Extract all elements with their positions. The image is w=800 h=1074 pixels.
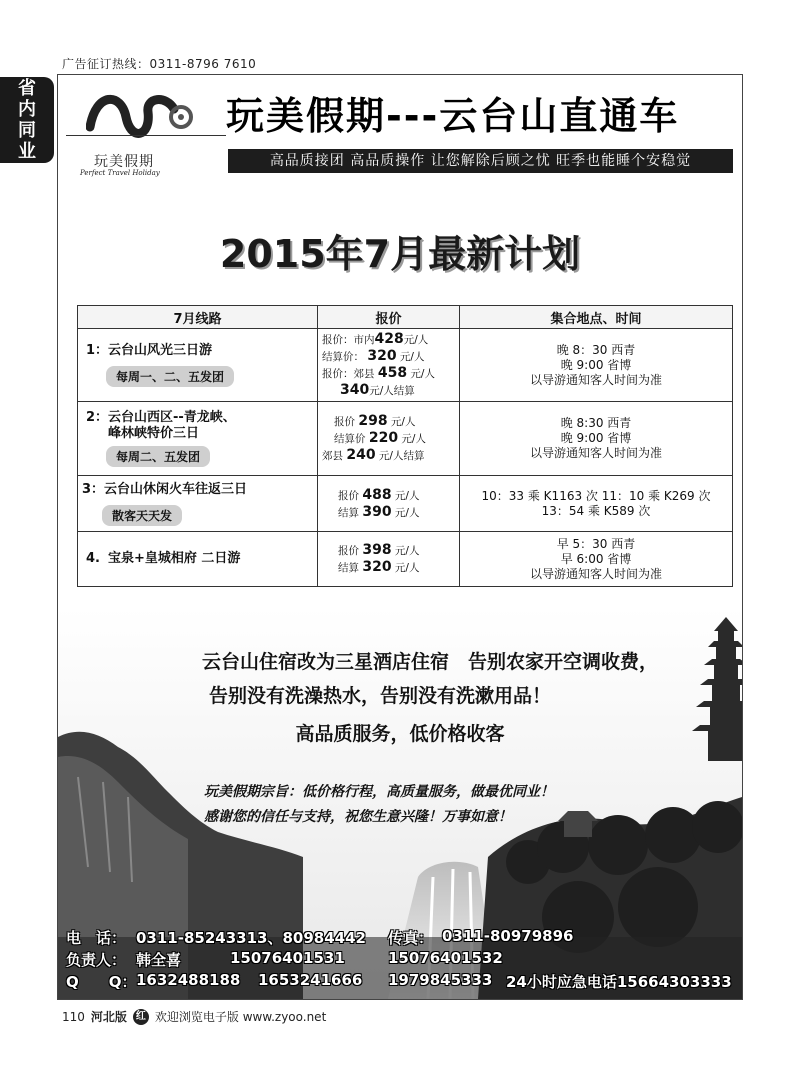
table-row — [78, 402, 733, 476]
plan-title-text: 2015年7月最新计划 — [219, 232, 581, 276]
route-number: 4. — [86, 551, 100, 566]
column-header: 集合地点、时间 — [460, 306, 733, 329]
edition-badge-icon: 红 — [133, 1009, 149, 1025]
promo-banner-line: 高品质服务，低价格收客 — [295, 723, 505, 745]
page-footer — [62, 1008, 326, 1025]
qq-number[interactable]: 1653241666 — [258, 971, 363, 989]
route-name-cont: 峰林峡特价三日 — [108, 426, 200, 441]
fax-number: 0311-80979896 — [442, 927, 574, 945]
price-line: 报价 398 元/人 — [338, 542, 420, 558]
emergency-phone[interactable]: 24小时应急电话15664303333 — [506, 973, 732, 991]
column-header: 7月线路 — [78, 306, 318, 329]
meeting-line: 10：33 乘 K1163 次 11：10 乘 K269 次 — [481, 488, 711, 503]
route-title: 云台山西区--青龙峡、 — [108, 410, 236, 425]
ad-frame — [57, 74, 743, 1000]
route-title: 云台山风光三日游 — [108, 343, 213, 358]
meeting-line: 晚 8：30 西青 — [556, 342, 636, 357]
mobile-number[interactable]: 15076401532 — [388, 949, 503, 967]
price-line: 郊县 240 元/人结算 — [322, 447, 425, 463]
route-name — [86, 551, 309, 567]
section-tab — [0, 77, 54, 163]
person-name: 韩全喜 — [136, 951, 182, 969]
logo-text-cn: 玩美假期 — [94, 154, 154, 170]
route-title: 宝泉+皇城相府 二日游 — [108, 551, 241, 566]
route-name — [82, 482, 309, 498]
price-line: 结算价： 320 元/人 — [322, 348, 425, 364]
price-line: 报价：市内428元/人 — [322, 331, 429, 347]
meeting-cell — [460, 402, 733, 476]
promo-banner-line: 告别没有洗澡热水，告别没有洗漱用品！ — [208, 685, 551, 707]
route-cell — [78, 402, 318, 476]
route-cell — [78, 476, 318, 532]
ad-header — [58, 75, 742, 195]
route-number: 1： — [86, 343, 109, 358]
meeting-line: 以导游通知客人时间为准 — [529, 566, 662, 581]
promo-banner-line: 云台山住宿改为三星酒店住宿 告别农家开空调收费， — [201, 651, 658, 673]
meeting-line: 晚 9:00 省博 — [560, 431, 632, 445]
company-motto: 玩美假期宗旨：低价格行程，高质量服务，做最优同业！ — [204, 784, 554, 800]
departure-badge: 每周二、五发团 — [106, 446, 210, 467]
phone-number[interactable]: 0311-85243313、80984442 — [136, 929, 366, 947]
logo-swirl-icon — [86, 87, 196, 147]
meeting-line: 以导游通知客人时间为准 — [529, 446, 662, 460]
section-tab-char: 内 — [18, 99, 36, 120]
table-row — [78, 476, 733, 532]
company-motto: 感谢您的信任与支持，祝您生意兴隆！万事如意！ — [204, 809, 512, 825]
price-line: 结算价 220 元/人 — [334, 430, 426, 446]
meeting-line: 晚 8:30 西青 — [560, 416, 632, 430]
meeting-line: 晚 9:00 省博 — [560, 357, 632, 372]
route-number: 2： — [86, 410, 109, 425]
price-line: 报价：郊县 458 元/人 — [322, 365, 435, 381]
page-number: 110 — [62, 1009, 85, 1024]
ad-title: 玩美假期---云台山直通车 — [226, 94, 680, 138]
meeting-line: 13：54 乘 K589 次 — [541, 503, 651, 518]
meeting-cell — [460, 329, 733, 402]
price-line: 报价 488 元/人 — [338, 486, 420, 503]
phone-label: 电 话： — [66, 929, 127, 947]
meeting-line: 早 5：30 西青 — [556, 536, 636, 551]
section-tab-char: 业 — [18, 141, 36, 162]
meeting-line: 早 6:00 省博 — [560, 551, 632, 566]
mobile-number[interactable]: 15076401531 — [230, 949, 345, 967]
route-table — [77, 305, 733, 587]
price-cell — [318, 329, 460, 402]
ad-slogan: 高品质接团 高品质操作 让您解除后顾之忧 旺季也能睡个安稳觉 — [228, 149, 733, 173]
route-cell — [78, 329, 318, 402]
price-line: 340元/人结算 — [340, 382, 415, 398]
meeting-line: 以导游通知客人时间为准 — [529, 372, 662, 387]
route-cell — [78, 532, 318, 587]
brand-logo — [66, 87, 216, 177]
departure-badge: 每周一、二、五发团 — [106, 366, 234, 387]
column-header: 报价 — [318, 306, 460, 329]
qq-number[interactable]: 1979845333 — [388, 971, 493, 989]
logo-divider — [66, 135, 226, 136]
table-row — [78, 532, 733, 587]
price-line: 结算 390 元/人 — [338, 503, 420, 520]
route-name — [86, 410, 309, 426]
meeting-cell — [460, 532, 733, 587]
route-number: 3： — [82, 481, 105, 497]
price-cell — [318, 476, 460, 532]
table-row — [78, 329, 733, 402]
qq-number[interactable]: 1632488188 — [136, 971, 241, 989]
plan-title — [58, 223, 742, 278]
logo-text-en: Perfect Travel Holiday — [80, 169, 160, 177]
person-label: 负责人： — [66, 951, 127, 969]
price-cell — [318, 532, 460, 587]
edition-label: 河北版 — [90, 1010, 127, 1024]
fax-label: 传真： — [388, 929, 434, 947]
table-header-row — [78, 306, 733, 329]
meeting-cell — [460, 476, 733, 532]
price-line: 报价 298 元/人 — [334, 413, 416, 429]
section-tab-char: 省 — [18, 78, 36, 99]
route-title: 云台山休闲火车往返三日 — [104, 481, 248, 497]
ebook-link[interactable]: 欢迎浏览电子版 www.zyoo.net — [154, 1010, 327, 1024]
price-line: 结算 320 元/人 — [338, 559, 420, 575]
route-name — [86, 343, 309, 359]
qq-label: Q Q： — [66, 973, 137, 991]
departure-badge: 散客天天发 — [102, 505, 182, 526]
ad-hotline: 广告征订热线：0311-8796 7610 — [62, 57, 257, 71]
price-cell — [318, 402, 460, 476]
section-tab-char: 同 — [18, 120, 36, 141]
